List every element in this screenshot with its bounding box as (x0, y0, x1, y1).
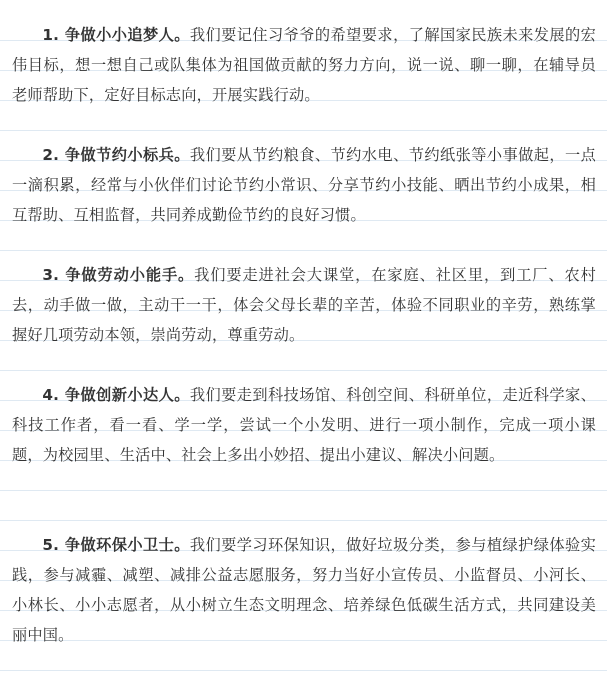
paragraph-title: 5. 争做环保小卫士。 (42, 536, 190, 554)
paragraph-title: 2. 争做节约小标兵。 (42, 146, 190, 164)
paragraph-title: 1. 争做小小追梦人。 (42, 26, 190, 44)
paragraph-body: 我们要走进社会大课堂，在家庭、社区里，到工厂、农村去，动手做一做，主动干一干，体会父母长辈的辛苦，体验不同职业的辛劳，熟练掌握好几项劳动本领，崇尚劳动，尊重劳动。 (12, 266, 597, 344)
paragraph-thrift-model (12, 140, 596, 230)
paragraph-eco-guardian (12, 530, 596, 650)
paragraph-body: 我们要学习环保知识，做好垃圾分类，参与植绿护绿体验实践，参与减霾、减塑、减排公益志愿服务，努力当好小宣传员、小监督员、小河长、小林长、小小志愿者，从小树立生态文明理念、培养绿色低碳生活方式，共同建设美丽中国。 (12, 536, 596, 644)
paragraph-body: 我们要记住习爷爷的希望要求，了解国家民族未来发展的宏伟目标，想一想自己或队集体为祖国做贡献的努力方向，说一说、聊一聊，在辅导员老师帮助下，定好目标志向，开展实践行动。 (12, 26, 596, 104)
paragraph-title: 4. 争做创新小达人。 (42, 386, 190, 404)
paragraph-innovation-talent (12, 380, 596, 470)
paragraph-title: 3. 争做劳动小能手。 (42, 266, 195, 284)
paragraph-body: 我们要从节约粮食、节约水电、节约纸张等小事做起，一点一滴积累，经常与小伙伴们讨论节约小常识、分享节约小技能、晒出节约小成果，相互帮助、互相监督，共同养成勤俭节约的良好习惯。 (12, 146, 596, 224)
paragraph-labor-expert (12, 260, 596, 350)
paragraph-dream-chaser (12, 20, 596, 110)
paragraph-body: 我们要走到科技场馆、科创空间、科研单位，走近科学家、科技工作者，看一看、学一学，尝试一个小发明、进行一项小制作，完成一项小课题，为校园里、生活中、社会上多出小妙招、提出小建议、解决小问题。 (12, 386, 596, 464)
